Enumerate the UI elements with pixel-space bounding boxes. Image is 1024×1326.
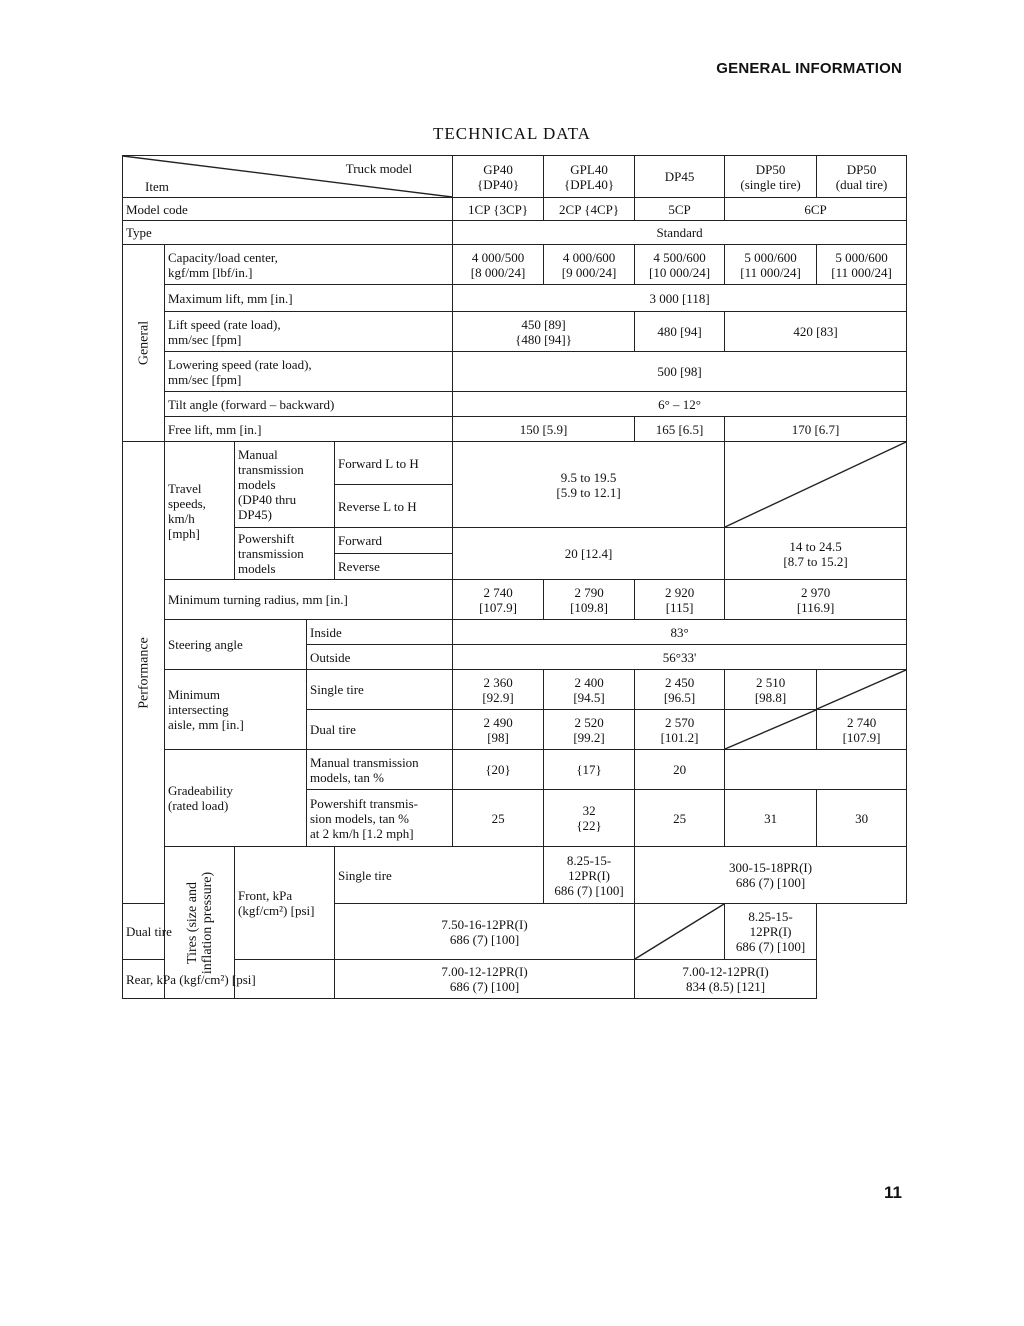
rear-tire-value: 7.00-12-12PR(I) 834 (8.5) [121] (635, 960, 817, 999)
free-lift-value: 170 [6.7] (725, 417, 907, 442)
model-code-value: 1CP {3CP} (453, 198, 544, 221)
steering-angle-label: Steering angle (165, 620, 307, 670)
aisle-dual-value: 2 740 [107.9] (817, 710, 907, 750)
gradeability-powershift-value: 31 (725, 790, 817, 847)
capacity-value: 4 000/500 [8 000/24] (453, 245, 544, 285)
turning-radius-value: 2 970 [116.9] (725, 580, 907, 620)
free-lift-value: 150 [5.9] (453, 417, 635, 442)
truck-model-label: Truck model (345, 161, 413, 176)
free-lift-label: Free lift, mm [in.] (165, 417, 453, 442)
tire-dual-value: 8.25-15- 12PR(I) 686 (7) [100] (725, 904, 817, 960)
turning-radius-label: Minimum turning radius, mm [in.] (165, 580, 453, 620)
model-header-3: DP45 (635, 156, 725, 198)
capacity-label: Capacity/load center, kgf/mm [lbf/in.] (165, 245, 453, 285)
aisle-single-value: 2 510 [98.8] (725, 670, 817, 710)
gradeability-powershift-value: 25 (635, 790, 725, 847)
max-lift-label: Maximum lift, mm [in.] (165, 285, 453, 312)
table-row (123, 580, 907, 620)
model-code-value: 5CP (635, 198, 725, 221)
tilt-angle-label: Tilt angle (forward – backward) (165, 392, 453, 417)
not-applicable-cell (725, 442, 907, 528)
turning-radius-value: 2 740 [107.9] (453, 580, 544, 620)
gradeability-manual-value: {20} (453, 750, 544, 790)
table-row (123, 750, 907, 790)
forward-label: Forward (335, 528, 453, 554)
tire-dual-label: Dual tire (123, 904, 235, 960)
technical-data-table (122, 155, 907, 999)
reverse-label: Reverse (335, 554, 453, 580)
gradeability-powershift-value: 32 {22} (544, 790, 635, 847)
table-header-row (123, 156, 907, 198)
table-row (123, 352, 907, 392)
gradeability-manual-label: Manual transmission models, tan % (307, 750, 453, 790)
max-lift-value: 3 000 [118] (453, 285, 907, 312)
outside-value: 56°33' (453, 645, 907, 670)
gradeability-manual-value: 20 (635, 750, 725, 790)
model-header-2: GPL40 {DPL40} (544, 156, 635, 198)
capacity-value: 5 000/600 [11 000/24] (817, 245, 907, 285)
type-value: Standard (453, 221, 907, 245)
table-row (123, 417, 907, 442)
tilt-angle-value: 6° – 12° (453, 392, 907, 417)
aisle-dual-label: Dual tire (307, 710, 453, 750)
capacity-value: 4 500/600 [10 000/24] (635, 245, 725, 285)
forward-lh-label: Forward L to H (335, 442, 453, 485)
table-row (123, 528, 907, 554)
tire-single-label: Single tire (335, 847, 544, 904)
manual-transmission-label: Manual transmission models (DP40 thru DP45) (235, 442, 335, 528)
table-row (123, 285, 907, 312)
aisle-single-value: 2 360 [92.9] (453, 670, 544, 710)
section-general (123, 245, 165, 442)
inside-value: 83° (453, 620, 907, 645)
lift-speed-label: Lift speed (rate load), mm/sec [fpm] (165, 312, 453, 352)
not-applicable-cell (725, 710, 817, 750)
empty-cell (725, 750, 907, 790)
model-header-1: GP40 {DP40} (453, 156, 544, 198)
corner-cell (123, 156, 453, 198)
lowering-speed-value: 500 [98] (453, 352, 907, 392)
lowering-speed-label: Lowering speed (rate load), mm/sec [fpm] (165, 352, 453, 392)
model-code-value: 6CP (725, 198, 907, 221)
item-label: Item (145, 179, 169, 194)
aisle-dual-value: 2 490 [98] (453, 710, 544, 750)
table-row (123, 392, 907, 417)
section-performance (123, 442, 165, 904)
page-number: 11 (884, 1183, 902, 1202)
gradeability-manual-value: {17} (544, 750, 635, 790)
front-tire-label: Front, kPa (kgf/cm²) [psi] (235, 847, 335, 960)
model-header-5: DP50 (dual tire) (817, 156, 907, 198)
outside-label: Outside (307, 645, 453, 670)
powershift-speed-value: 20 [12.4] (453, 528, 725, 580)
table-row (123, 960, 907, 999)
tire-single-value: 8.25-15- 12PR(I) 686 (7) [100] (544, 847, 635, 904)
rear-tire-value: 7.00-12-12PR(I) 686 (7) [100] (335, 960, 635, 999)
type-label: Type (123, 221, 453, 245)
tire-dual-value: 7.50-16-12PR(I) 686 (7) [100] (335, 904, 635, 960)
section-label: Tires (size and inflation pressure) (184, 871, 215, 974)
free-lift-value: 165 [6.5] (635, 417, 725, 442)
aisle-single-value: 2 450 [96.5] (635, 670, 725, 710)
lift-speed-value: 420 [83] (725, 312, 907, 352)
gradeability-powershift-label: Powershift transmis- sion models, tan % at 2 km/h [1.2 mph] (307, 790, 453, 847)
rear-tire-label: Rear, kPa (kgf/cm²) [psi] (123, 960, 335, 999)
turning-radius-value: 2 790 [109.8] (544, 580, 635, 620)
table-row (123, 670, 907, 710)
aisle-dual-value: 2 570 [101.2] (635, 710, 725, 750)
not-applicable-cell (817, 670, 907, 710)
powershift-transmission-label: Powershift transmission models (235, 528, 335, 580)
section-tires (165, 847, 235, 999)
aisle-single-value: 2 400 [94.5] (544, 670, 635, 710)
turning-radius-value: 2 920 [115] (635, 580, 725, 620)
gradeability-powershift-value: 25 (453, 790, 544, 847)
table-row (123, 198, 907, 221)
table-row (123, 245, 907, 285)
lift-speed-value: 480 [94] (635, 312, 725, 352)
model-header-4: DP50 (single tire) (725, 156, 817, 198)
manual-speed-value: 9.5 to 19.5 [5.9 to 12.1] (453, 442, 725, 528)
gradeability-label: Gradeability (rated load) (165, 750, 307, 847)
model-code-value: 2CP {4CP} (544, 198, 635, 221)
page-header: GENERAL INFORMATION (716, 60, 902, 77)
table-row (123, 312, 907, 352)
aisle-dual-value: 2 520 [99.2] (544, 710, 635, 750)
page-title: TECHNICAL DATA (433, 124, 591, 143)
not-applicable-cell (635, 904, 725, 960)
gradeability-powershift-value: 30 (817, 790, 907, 847)
table-row (123, 847, 907, 904)
lift-speed-value: 450 [89] {480 [94]} (453, 312, 635, 352)
reverse-lh-label: Reverse L to H (335, 485, 453, 528)
capacity-value: 5 000/600 [11 000/24] (725, 245, 817, 285)
table-row (123, 620, 907, 645)
powershift-speed-value: 14 to 24.5 [8.7 to 15.2] (725, 528, 907, 580)
aisle-single-label: Single tire (307, 670, 453, 710)
table-row (123, 442, 907, 485)
capacity-value: 4 000/600 [9 000/24] (544, 245, 635, 285)
section-label: Performance (136, 636, 151, 709)
aisle-label: Minimum intersecting aisle, mm [in.] (165, 670, 307, 750)
table-row (123, 221, 907, 245)
model-code-label: Model code (123, 198, 453, 221)
section-label: General (136, 320, 151, 366)
inside-label: Inside (307, 620, 453, 645)
tire-single-value: 300-15-18PR(I) 686 (7) [100] (635, 847, 907, 904)
travel-speeds-label: Travel speeds, km/h [mph] (165, 442, 235, 580)
